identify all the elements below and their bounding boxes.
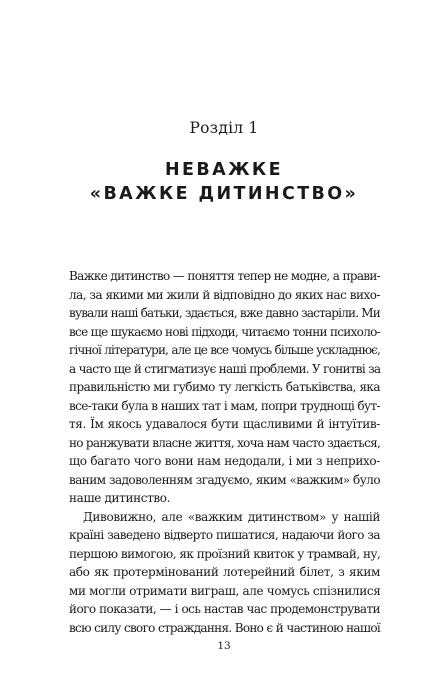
body-line: все ще шукаємо нові підходи, читаємо тонни психоло-	[69, 324, 380, 339]
body-line: все-таки була в наших тат і мам, попри труднощі бут-	[69, 398, 380, 413]
chapter-title-line-1: НЕВАЖКЕ	[165, 160, 283, 180]
body-line: країні заведено відверто пишатися, надаючи його за	[69, 528, 380, 542]
body-text	[69, 267, 380, 637]
body-line: ваним задоволенням згадуємо, яким «важким» було	[69, 472, 380, 487]
body-line: що багато чого вони нам недодали, і ми з неприхо-	[69, 454, 380, 468]
page-number: 13	[217, 640, 231, 652]
body-line: його показати, — і ось настав час продемонструвати	[69, 602, 380, 616]
chapter-title-line-2: «ВАЖКЕ ДИТИНСТВО»	[89, 184, 359, 204]
chapter-title	[0, 158, 448, 206]
body-line: гічної літератури, але це все чомусь більше ускладнює,	[69, 343, 380, 357]
body-line: тя. Їм якось удавалося бути щасливими й інтуїтив-	[69, 417, 380, 431]
body-line: ми могли отримати виграш, але чомусь спізнилися	[69, 583, 381, 598]
body-line: першою вимогою, як проїзний квиток у трамвай, ну,	[69, 546, 381, 561]
body-line: Важке дитинство — поняття тепер не модне, а прави-	[69, 269, 380, 283]
body-line: ла, за якими ми жили й відповідно до яких нас вихо-	[69, 287, 380, 302]
body-line: або як протермінований лотерейний білет, з яким	[69, 565, 380, 579]
chapter-label: Розділ 1	[189, 119, 259, 137]
body-line: вували наші батьки, здається, вже давно застаріли. Ми	[69, 306, 380, 320]
body-line: а часто ще й стигматизує наші проблеми. У гонитві за	[69, 361, 381, 376]
body-line: всю силу свого страждання. Воно є й частиною нашої	[69, 620, 380, 635]
body-line: правильністю ми губимо ту легкість батьківства, яка	[69, 380, 380, 394]
body-line: Дивовижно, але «важким дитинством» у нашій	[83, 509, 380, 524]
body-line: но ранжувати власне життя, хоча нам часто здається,	[69, 435, 381, 450]
body-line: наше дитинство.	[69, 491, 171, 505]
